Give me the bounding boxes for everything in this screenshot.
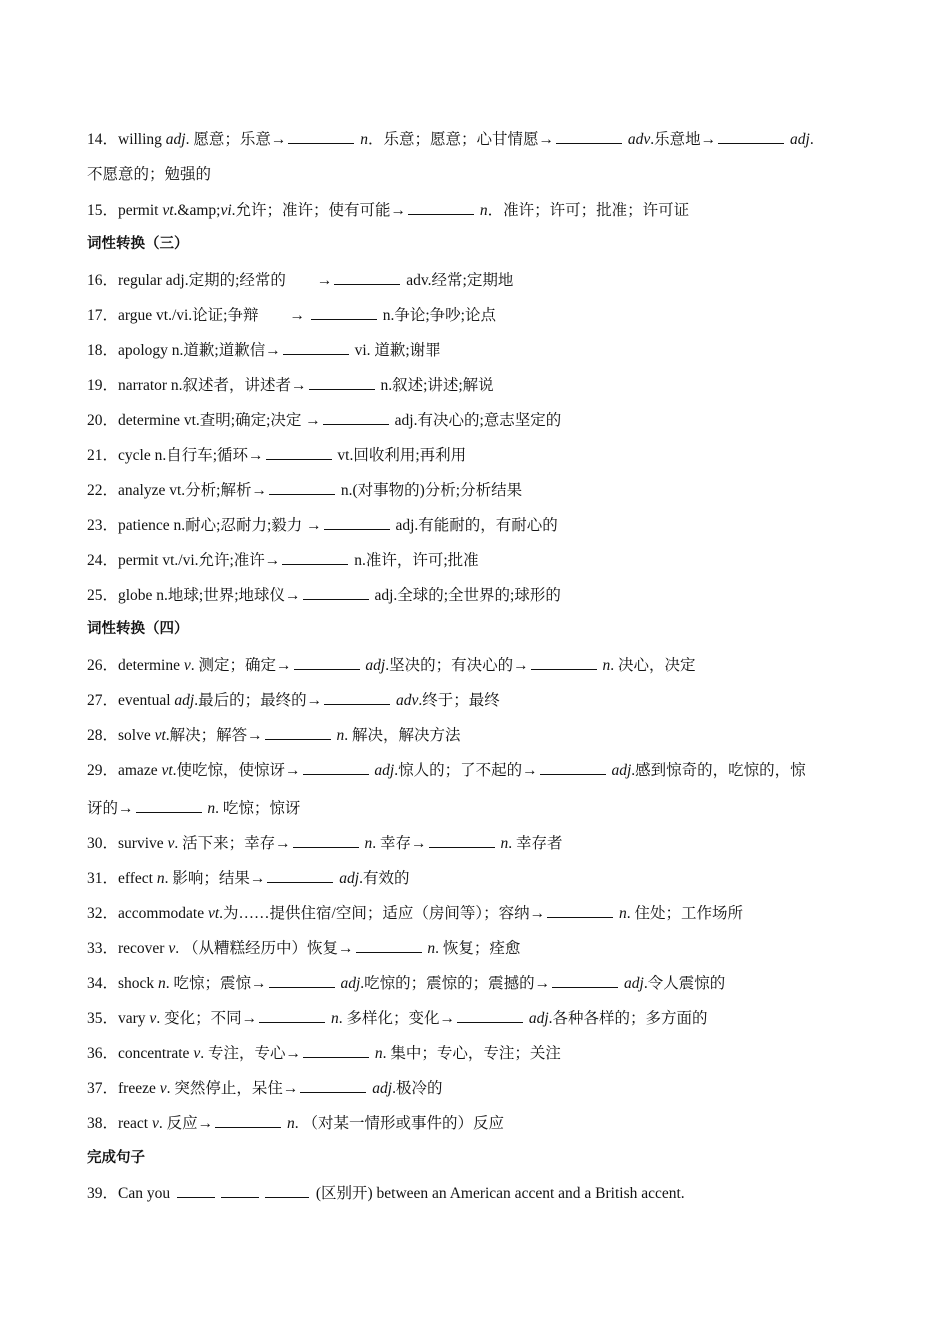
answer-blank[interactable] [323,409,389,425]
answer-blank[interactable] [259,1007,325,1023]
item-21: 21．cycle n.自行车;循环→ vt.回收利用;再利用 [87,444,867,466]
section-heading-3: 词性转换（三） [87,236,189,252]
answer-blank[interactable] [309,374,375,390]
answer-blank[interactable] [324,514,390,530]
answer-blank[interactable] [221,1182,259,1198]
answer-blank[interactable] [294,654,360,670]
answer-blank[interactable] [540,759,606,775]
answer-blank[interactable] [136,797,202,813]
answer-blank[interactable] [324,689,390,705]
section-heading-4: 词性转换（四） [87,621,189,637]
answer-blank[interactable] [718,128,784,144]
answer-blank[interactable] [215,1112,281,1128]
item-31: 31．effect n. 影响；结果→ adj.有效的 [87,867,867,889]
item-20: 20．determine vt.查明;确定;决定 → adj.有决心的;意志坚定的 [87,409,867,431]
answer-blank[interactable] [269,479,335,495]
item-17: 17．argue vt./vi.论证;争辩 → n.争论;争吵;论点 [87,304,867,326]
answer-blank[interactable] [303,584,369,600]
item-19: 19．narrator n.叙述者，讲述者→ n.叙述;讲述;解说 [87,374,867,396]
answer-blank[interactable] [556,128,622,144]
answer-blank[interactable] [288,128,354,144]
answer-blank[interactable] [311,304,377,320]
item-38: 38．react v. 反应→ n. （对某一情形或事件的）反应 [87,1112,867,1134]
item-29: 29．amaze vt.使吃惊，使惊讶→ adj.惊人的；了不起的→ adj.感到惊奇的，吃惊的，惊 [87,759,867,781]
item-16: 16．regular adj.定期的;经常的 → adv.经常;定期地 [87,269,867,291]
answer-blank[interactable] [531,654,597,670]
item-30: 30．survive v. 活下来；幸存→ n. 幸存→ n. 幸存者 [87,832,867,854]
answer-blank[interactable] [300,1077,366,1093]
answer-blank[interactable] [334,269,400,285]
item-18: 18．apology n.道歉;道歉信→ vi. 道歉;谢罪 [87,339,867,361]
item-14-continued: 不愿意的；勉强的 [87,166,212,183]
answer-blank[interactable] [303,759,369,775]
item-15: 15．permit vt.&amp;vi.允许；准许；使有可能→ n．准许；许可；批准；许可证 [87,199,867,221]
item-33: 33．recover v. （从糟糕经历中）恢复→ n. 恢复；痊愈 [87,937,867,959]
item-36: 36．concentrate v. 专注，专心→ n. 集中；专心，专注；关注 [87,1042,867,1064]
item-14: 14．willing adj. 愿意；乐意→ n．乐意；愿意；心甘情愿→ adv.乐意地→ adj. [87,128,867,150]
item-22: 22．analyze vt.分析;解析→ n.(对事物的)分析;分析结果 [87,479,867,501]
item-35: 35．vary v. 变化；不同→ n. 多样化；变化→ adj.各种各样的；多方面的 [87,1007,867,1029]
answer-blank[interactable] [408,199,474,215]
answer-blank[interactable] [293,832,359,848]
answer-blank[interactable] [282,549,348,565]
item-23: 23．patience n.耐心;忍耐力;毅力 → adj.有能耐的，有耐心的 [87,514,867,536]
answer-blank[interactable] [265,724,331,740]
answer-blank[interactable] [269,972,335,988]
item-27: 27．eventual adj.最后的；最终的→ adv.终于；最终 [87,689,867,711]
item-28: 28．solve vt.解决；解答→ n. 解决，解决方法 [87,724,867,746]
answer-blank[interactable] [547,902,613,918]
answer-blank[interactable] [265,1182,309,1198]
item-25: 25．globe n.地球;世界;地球仪→ adj.全球的;全世界的;球形的 [87,584,867,606]
answer-blank[interactable] [552,972,618,988]
answer-blank[interactable] [267,867,333,883]
item-37: 37．freeze v. 突然停止，呆住→ adj.极冷的 [87,1077,867,1099]
answer-blank[interactable] [457,1007,523,1023]
answer-blank[interactable] [429,832,495,848]
answer-blank[interactable] [356,937,422,953]
answer-blank[interactable] [266,444,332,460]
item-32: 32．accommodate vt.为……提供住宿/空间；适应（房间等）；容纳→ n. 住处；工作场所 [87,902,867,924]
answer-blank[interactable] [283,339,349,355]
answer-blank[interactable] [177,1182,215,1198]
answer-blank[interactable] [303,1042,369,1058]
section-heading-sentences: 完成句子 [87,1150,145,1166]
item-29-continued: 讶的→ n. 吃惊；惊讶 [87,797,867,819]
item-39: 39．Can you (区别开) between an American accent and a British accent. [87,1182,867,1204]
item-26: 26．determine v. 测定；确定→ adj.坚决的；有决心的→ n. 决心，决定 [87,654,867,676]
item-34: 34．shock n. 吃惊；震惊→ adj.吃惊的；震惊的；震撼的→ adj.令人震惊的 [87,972,867,994]
item-24: 24．permit vt./vi.允许;准许→ n.准许，许可;批准 [87,549,867,571]
